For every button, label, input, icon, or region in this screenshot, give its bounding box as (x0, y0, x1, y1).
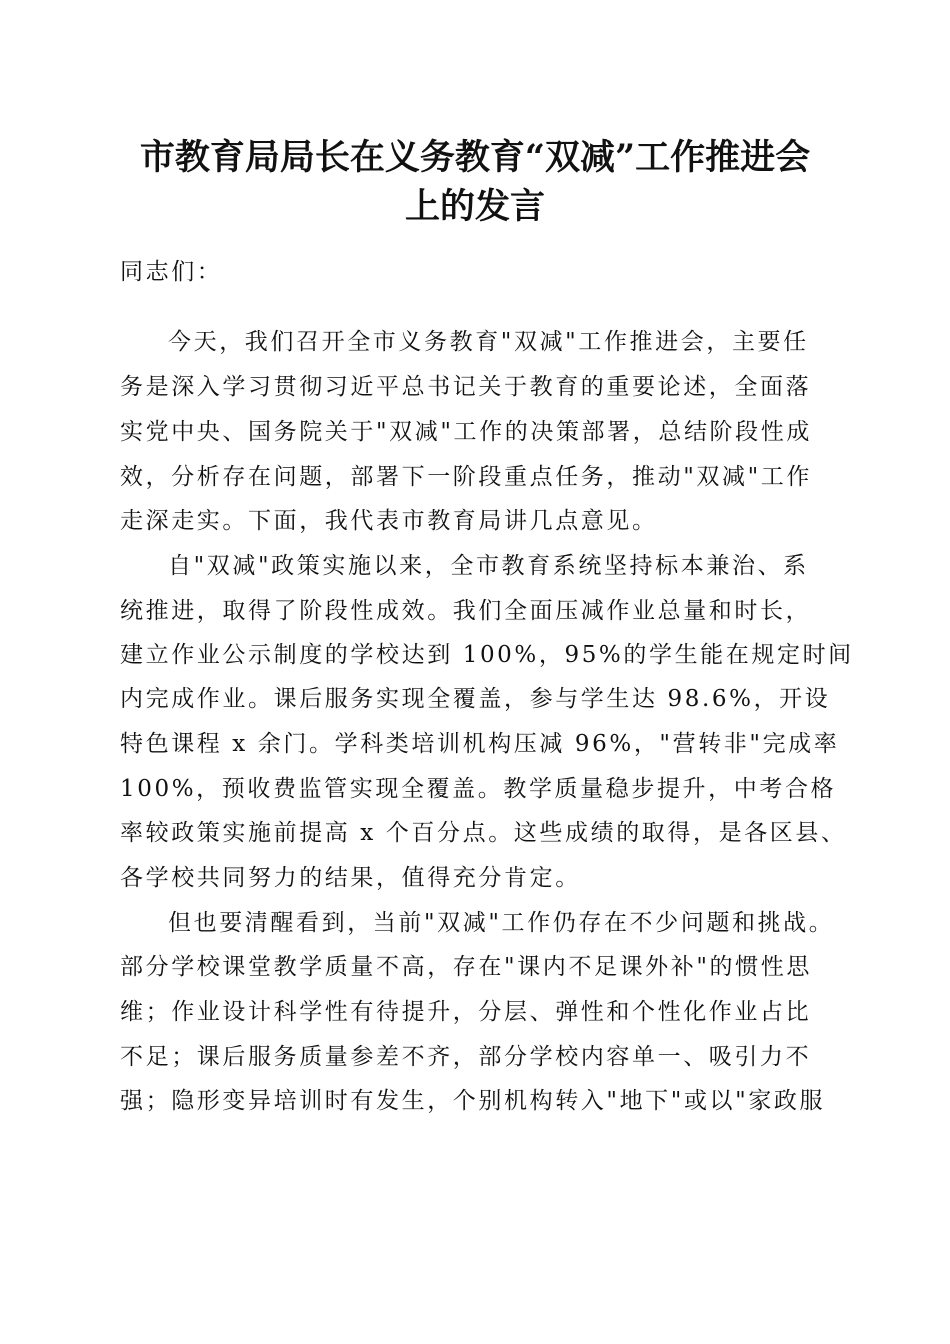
paragraph-line: 部分学校课堂教学质量不高，存在"课内不足课外补"的惯性思 (120, 954, 812, 980)
paragraph-line: 统推进，取得了阶段性成效。我们全面压减作业总量和时长， (120, 598, 812, 624)
paragraph-line: 实党中央、国务院关于"双减"工作的决策部署，总结阶段性成 (120, 419, 812, 445)
paragraph-line: 建立作业公示制度的学校达到 100%，95%的学生能在规定时间 (120, 642, 854, 668)
paragraph-line: 各学校共同努力的结果，值得充分肯定。 (120, 865, 581, 891)
document-title-line-2: 上的发言 (404, 186, 545, 227)
paragraph-line: 不足；课后服务质量参差不齐，部分学校内容单一、吸引力不 (120, 1044, 812, 1070)
document-title-line-1: 市教育局局长在义务教育“双减”工作推进会 (139, 137, 811, 178)
paragraph-line: 维；作业设计科学性有待提升，分层、弹性和个性化作业占比 (120, 999, 812, 1025)
paragraph-line: 率较政策实施前提高 x 个百分点。这些成绩的取得，是各区县、 (120, 820, 847, 846)
salutation: 同志们： (120, 259, 223, 285)
paragraph-line: 自"双减"政策实施以来，全市教育系统坚持标本兼治、系 (168, 553, 809, 579)
paragraph-line: 100%，预收费监管实现全覆盖。教学质量稳步提升，中考合格 (120, 776, 837, 802)
paragraph-line: 内完成作业。课后服务实现全覆盖，参与学生达 98.6%，开设 (120, 686, 831, 712)
paragraph-line: 走深走实。下面，我代表市教育局讲几点意见。 (120, 508, 658, 534)
paragraph-line: 效，分析存在问题，部署下一阶段重点任务，推动"双减"工作 (120, 464, 812, 490)
paragraph-line: 但也要清醒看到，当前"双减"工作仍存在不少问题和挑战。 (168, 910, 835, 936)
paragraph-line: 务是深入学习贯彻习近平总书记关于教育的重要论述，全面落 (120, 374, 812, 400)
paragraph-line: 今天，我们召开全市义务教育"双减"工作推进会，主要任 (168, 329, 809, 355)
paragraph-line: 强；隐形变异培训时有发生，个别机构转入"地下"或以"家政服 (120, 1088, 826, 1114)
paragraph-line: 特色课程 x 余门。学科类培训机构压减 96%，"营转非"完成率 (120, 731, 840, 757)
